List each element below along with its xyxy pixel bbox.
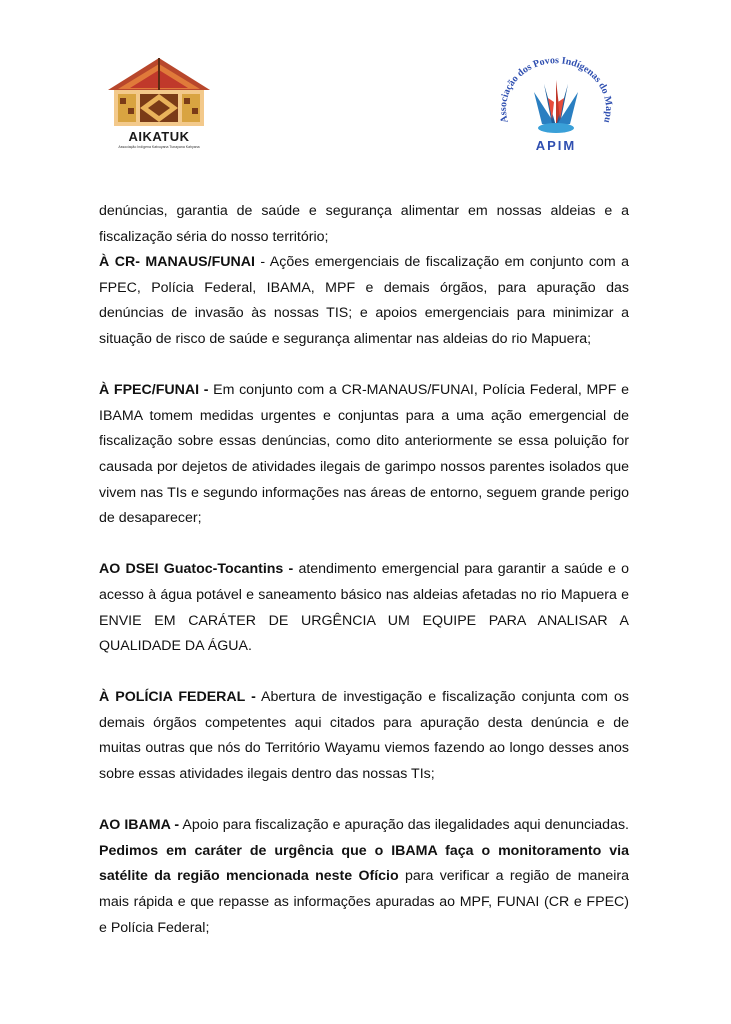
apim-emblem-icon	[490, 52, 622, 138]
urgent-request: Pedimos em caráter de urgência que o IBAMA faça o monitoramento via satélite da região mencionada neste Ofício	[99, 842, 629, 885]
letter-body	[99, 199, 629, 941]
paragraph-intro: denúncias, garantia de saúde e segurança alimentar em nossas aldeias e a fiscalização séria do nosso território;	[99, 203, 629, 245]
paragraph-cr-manaus: À CR- MANAUS/FUNAI - Ações emergenciais de fiscalização em conjunto com a FPEC, Polícia Federal, IBAMA, MPF e demais órgãos, para apuração das denúncias de invasão às nossas TIS; e apoios emergenciais para minimizar a situação de risco de saúde e segurança alimentar nas aldeias do rio Mapuera;	[99, 254, 629, 347]
aikatuk-logo	[104, 56, 214, 154]
aikatuk-emblem-icon	[104, 56, 214, 128]
letterhead	[0, 0, 731, 170]
paragraph-fpec: À FPEC/FUNAI - Em conjunto com a CR-MANAUS/FUNAI, Polícia Federal, MPF e IBAMA tomem medidas urgentes e conjuntas para a uma ação emergencial de fiscalização sobre essas denúncias, como dito anteriormente se essa poluição for causada por dejetos de atividades ilegais de garimpo nossos parentes isolados que vivem nas TIs e segundo informações nas áreas de entorno, seguem grande perigo de desaparecer;	[99, 382, 629, 527]
paragraph-dsei: AO DSEI Guatoc-Tocantins - atendimento emergencial para garantir a saúde e o acesso à água potável e saneamento básico nas aldeias afetadas no rio Mapuera e ENVIE EM CARÁTER DE URGÊNCIA UM EQUIPE PARA ANALISAR A QUALIDADE DA ÁGUA.	[99, 561, 629, 655]
recipient-heading: À CR- MANAUS/FUNAI	[99, 254, 255, 271]
apim-logo-name: APIM	[535, 138, 577, 153]
recipient-heading: À FPEC/FUNAI -	[99, 382, 209, 399]
apim-ring-text: Associação dos Povos Indígenas do Mapu	[497, 55, 615, 125]
apim-logo	[490, 52, 622, 162]
recipient-heading: AO IBAMA -	[99, 817, 180, 834]
paragraph-policia-federal: À POLÍCIA FEDERAL - Abertura de investigação e fiscalização conjunta com os demais órgãos competentes aqui citados para apuração desta denúncia e de muitas outras que nós do Território Wayamu viemos fazendo ao longo desses anos sobre essas atividades ilegais dentro das nossas TIs;	[99, 689, 629, 783]
recipient-heading: À POLÍCIA FEDERAL -	[99, 689, 256, 706]
recipient-heading: AO DSEI Guatoc-Tocantins -	[99, 561, 294, 578]
paragraph-ibama: AO IBAMA - Apoio para fiscalização e apuração das ilegalidades aqui denunciadas. Pedimos em caráter de urgência que o IBAMA faça o monitoramento via satélite da região mencionada neste Ofício para verificar a região de maneira mais rápida e que repasse as informações apuradas ao MPF, FUNAI (CR e FPEC) e Polícia Federal;	[99, 817, 629, 936]
aikatuk-logo-name: AIKATUK	[128, 129, 190, 144]
aikatuk-logo-subtitle: Associação Indígena Katxuyana Tunayana Kahyana	[118, 145, 200, 149]
